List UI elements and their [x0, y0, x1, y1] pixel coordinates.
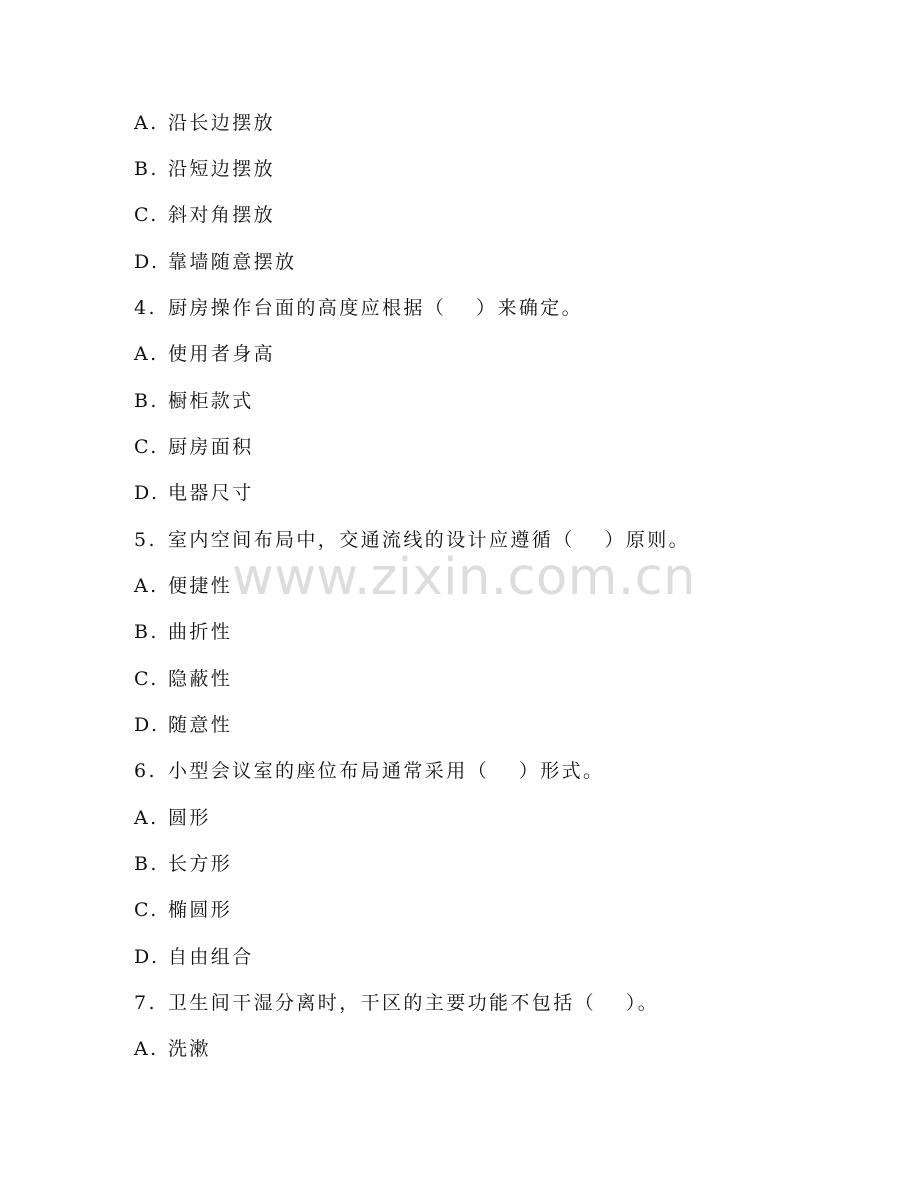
option-label: A.	[134, 1038, 159, 1060]
option-label: D.	[134, 714, 160, 736]
option-line	[134, 389, 254, 413]
question-number: 5.	[134, 529, 157, 551]
question-line	[134, 528, 690, 552]
option-label: C.	[134, 668, 159, 690]
option-line	[134, 342, 275, 366]
option-line	[134, 1037, 211, 1061]
option-line	[134, 898, 232, 922]
option-text: 橱柜款式	[168, 390, 254, 412]
option-text: 洗漱	[168, 1038, 211, 1060]
option-label: A.	[134, 343, 159, 365]
option-label: B.	[134, 853, 159, 875]
option-label: A.	[134, 575, 159, 597]
option-label: B.	[134, 621, 159, 643]
question-number: 7.	[134, 992, 157, 1014]
option-line	[134, 574, 232, 598]
option-text: 使用者身高	[168, 343, 276, 365]
option-line	[134, 620, 232, 644]
option-line	[134, 111, 275, 135]
option-text: 长方形	[168, 853, 233, 875]
question-line	[134, 296, 583, 320]
option-text: 沿长边摆放	[168, 112, 276, 134]
option-label: A.	[134, 807, 159, 829]
question-line	[134, 759, 604, 783]
question-line	[134, 991, 659, 1015]
option-label: A.	[134, 112, 159, 134]
option-text: 斜对角摆放	[168, 204, 276, 226]
question-number: 6.	[134, 760, 157, 782]
question-text: 小型会议室的座位布局通常采用（ ）形式。	[168, 760, 605, 782]
option-label: C.	[134, 204, 159, 226]
option-text: 自由组合	[168, 946, 254, 968]
option-label: D.	[134, 251, 160, 273]
option-line	[134, 806, 211, 830]
option-line	[134, 945, 254, 969]
option-text: 便捷性	[168, 575, 233, 597]
option-line	[134, 852, 232, 876]
question-text: 厨房操作台面的高度应根据（ ）来确定。	[168, 297, 584, 319]
option-line	[134, 713, 232, 737]
option-text: 沿短边摆放	[168, 158, 276, 180]
question-text: 卫生间干湿分离时，干区的主要功能不包括（ ）。	[168, 992, 660, 1014]
option-text: 圆形	[168, 807, 211, 829]
option-label: B.	[134, 158, 159, 180]
option-label: C.	[134, 899, 159, 921]
option-text: 隐蔽性	[168, 668, 233, 690]
question-text: 室内空间布局中，交通流线的设计应遵循（ ）原则。	[168, 529, 691, 551]
option-label: B.	[134, 390, 159, 412]
option-label: D.	[134, 946, 160, 968]
option-label: D.	[134, 482, 160, 504]
option-line	[134, 435, 254, 459]
option-label: C.	[134, 436, 159, 458]
question-number: 4.	[134, 297, 157, 319]
option-line	[134, 157, 275, 181]
option-text: 随意性	[168, 714, 233, 736]
option-line	[134, 203, 275, 227]
option-line	[134, 481, 254, 505]
option-text: 靠墙随意摆放	[168, 251, 297, 273]
option-line	[134, 667, 232, 691]
watermark-text: www.zixin.com.cn	[232, 548, 696, 607]
option-text: 电器尺寸	[168, 482, 254, 504]
option-text: 椭圆形	[168, 899, 233, 921]
option-text: 曲折性	[168, 621, 233, 643]
option-text: 厨房面积	[168, 436, 254, 458]
option-line	[134, 250, 296, 274]
